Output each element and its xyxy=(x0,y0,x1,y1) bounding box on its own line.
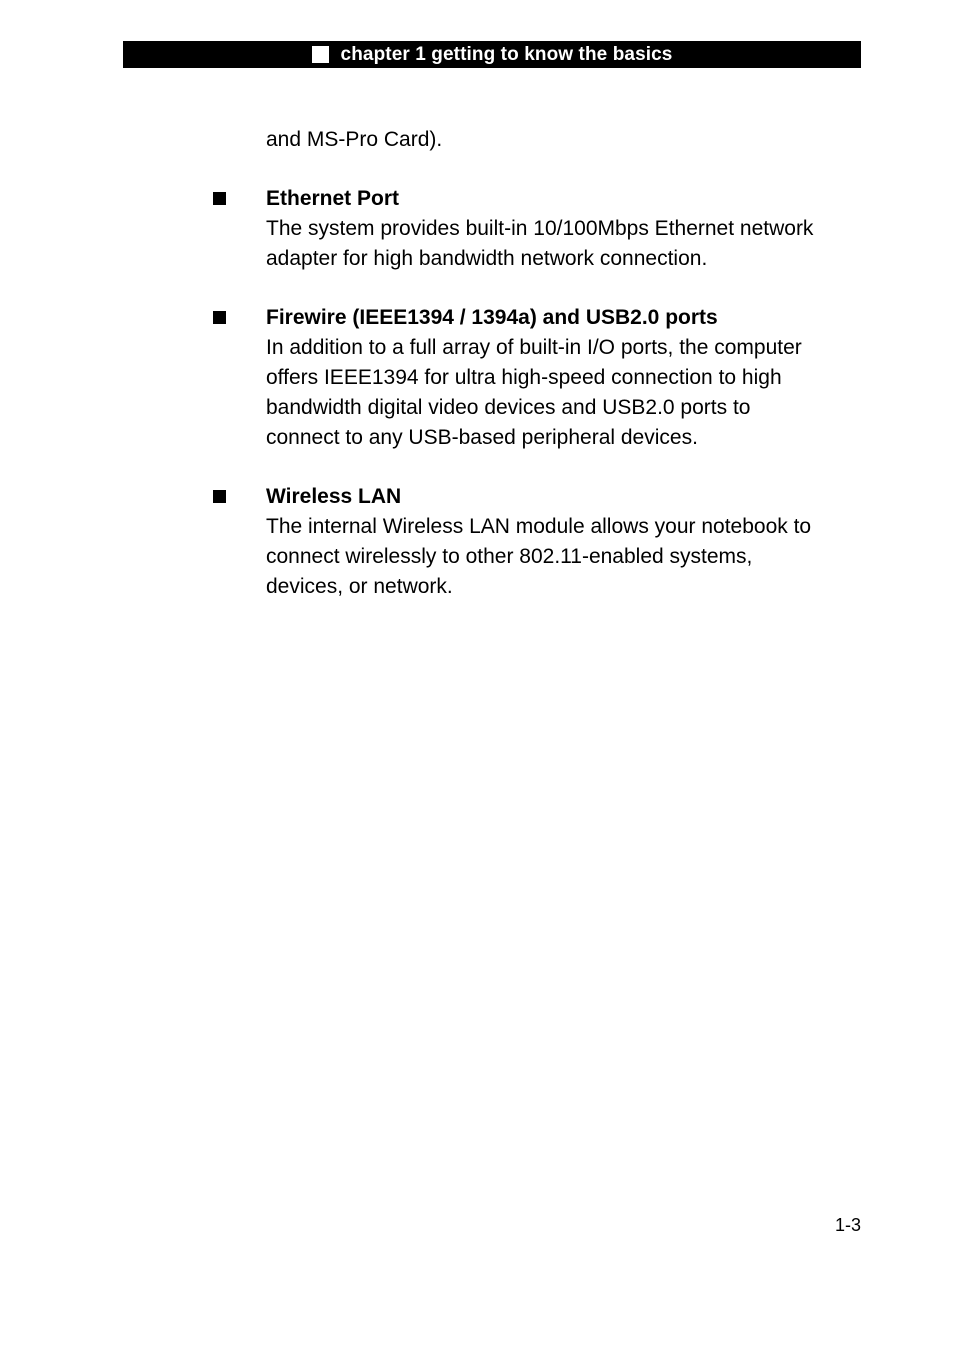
chapter-header-bar xyxy=(123,41,861,68)
feature-title: Wireless LAN xyxy=(266,485,402,508)
bullet-square-icon xyxy=(213,192,226,205)
feature-text-line: offers IEEE1394 for ultra high-speed connection to high xyxy=(266,366,782,389)
chapter-title: chapter 1 getting to know the basics xyxy=(340,43,673,65)
feature-text-line: devices, or network. xyxy=(266,575,453,598)
feature-text-line: In addition to a full array of built-in I/O ports, the computer xyxy=(266,336,802,359)
feature-text-line: adapter for high bandwidth network connection. xyxy=(266,247,708,270)
bullet-square-icon xyxy=(213,490,226,503)
continuation-text: and MS-Pro Card). xyxy=(266,128,443,151)
feature-title: Ethernet Port xyxy=(266,187,400,210)
feature-wireless-lan xyxy=(266,482,866,602)
feature-text-line: The internal Wireless LAN module allows your notebook to xyxy=(266,515,812,538)
feature-text-line: The system provides built-in 10/100Mbps Ethernet network xyxy=(266,217,814,240)
page-number: 1-3 xyxy=(834,1215,861,1235)
page-content xyxy=(266,125,866,602)
feature-text-line: connect wirelessly to other 802.11-enabled systems, xyxy=(266,545,753,568)
feature-title: Firewire (IEEE1394 / 1394a) and USB2.0 ports xyxy=(266,306,718,329)
feature-text-line: bandwidth digital video devices and USB2.0 ports to xyxy=(266,396,751,419)
feature-text-line: connect to any USB-based peripheral devices. xyxy=(266,426,698,449)
feature-ethernet xyxy=(266,184,866,274)
feature-firewire-usb xyxy=(266,303,866,453)
bullet-square-icon xyxy=(213,311,226,324)
header-square-icon xyxy=(312,46,329,63)
